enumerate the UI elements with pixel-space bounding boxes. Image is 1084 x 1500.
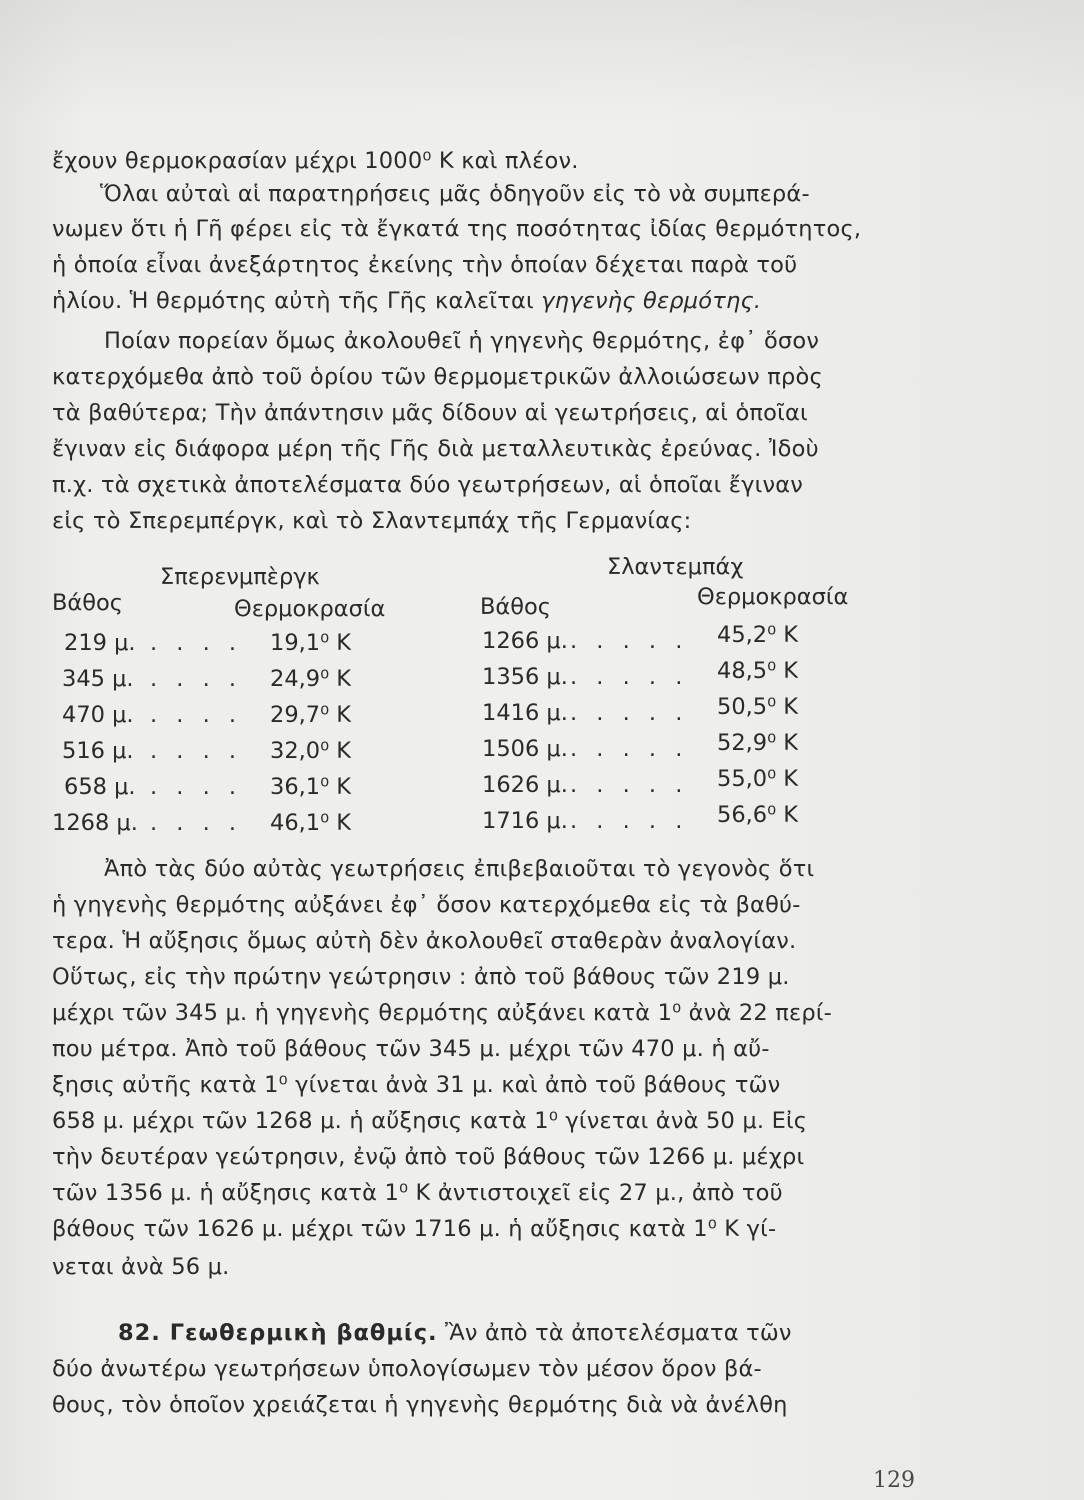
table-cell-temp: 50,5⁰ Κ — [717, 694, 799, 720]
leader-dots: . . . . . — [570, 772, 689, 798]
leader-dots: . . . . . — [570, 736, 689, 762]
text-line: ξησις αὐτῆς κατὰ 1⁰ γίνεται ἀνὰ 31 μ. καὶ ἀπὸ τοῦ βάθους τῶν — [52, 1072, 781, 1098]
page-number: 129 — [873, 1468, 915, 1493]
text-line: ἡ ὁποία εἶναι ἀνεξάρτητος ἐκείνης τὴν ὁποίαν δέχεται παρὰ τοῦ — [52, 252, 798, 278]
table-cell-depth: 1626 μ. — [482, 772, 568, 798]
text-line: κατερχόμεθα ἀπὸ τοῦ ὁρίου τῶν θερμομετρικῶν ἀλλοιώσεων πρὸς — [52, 364, 823, 390]
table-cell-temp: 52,9⁰ Κ — [717, 730, 799, 756]
borehole-temperature-table — [52, 550, 912, 840]
table-cell-depth: 219 μ. — [64, 630, 136, 656]
text-line: δύο ἀνωτέρω γεωτρήσεων ὑπολογίσωμεν τὸν μέσον ὅρον βά- — [52, 1356, 762, 1382]
table-cell-depth: 1356 μ. — [482, 664, 568, 690]
leader-dots: . . . . — [150, 630, 243, 656]
text-line: εἰς τὸ Σπερεμπέργκ, καὶ τὸ Σλαντεμπάχ τῆς Γερμανίας: — [52, 508, 692, 534]
leader-dots: . . . . . — [570, 664, 689, 690]
leader-dots: . . . . . — [570, 808, 689, 834]
table-cell-depth: 1416 μ. — [482, 700, 568, 726]
text-line: τερα. Ἡ αὔξησις ὅμως αὐτὴ δὲν ἀκολουθεῖ σταθερὰν ἀναλογίαν. — [52, 928, 797, 954]
text-line: βάθους τῶν 1626 μ. μέχρι τῶν 1716 μ. ἡ αὔξησις κατὰ 1⁰ Κ γί- — [52, 1216, 777, 1242]
left-borehole-title: Σπερενμπὲργκ — [160, 564, 320, 590]
table-cell-temp: 32,0⁰ Κ — [270, 738, 352, 764]
text-line: π.χ. τὰ σχετικὰ ἀποτελέσματα δύο γεωτρήσεων, αἱ ὁποῖαι ἔγιναν — [52, 472, 804, 498]
section-heading: 82. Γεωθερμικὴ βαθμίς. — [118, 1320, 438, 1346]
right-borehole-title: Σλαντεμπάχ — [607, 554, 744, 580]
text-line: Ὅλαι αὐταὶ αἱ παρατηρήσεις μᾶς ὁδηγοῦν εἰς τὸ νὰ συμπερά- — [100, 181, 810, 207]
table-cell-depth: 1268 μ. — [52, 810, 138, 836]
table-cell-depth: 1506 μ. — [482, 736, 568, 762]
text-line: νωμεν ὅτι ἡ Γῆ φέρει εἰς τὰ ἔγκατά της ποσότητας ἰδίας θερμότητος, — [52, 216, 862, 242]
text-line: Οὕτως, εἰς τὴν πρώτην γεώτρησιν : ἀπὸ τοῦ βάθους τῶν 219 μ. — [52, 964, 790, 990]
table-cell-temp: 56,6⁰ Κ — [717, 802, 799, 828]
table-cell-depth: 345 μ. — [62, 666, 134, 692]
leader-dots: . . . . . — [570, 628, 689, 654]
leader-dots: . . . . — [150, 774, 243, 800]
show-through-shadow — [0, 0, 1084, 120]
table-cell-depth: 1266 μ. — [482, 628, 568, 654]
text-line: θους, τὸν ὁποῖον χρειάζεται ἡ γηγενὴς θερμότης διὰ νὰ ἀνέλθη — [52, 1392, 788, 1418]
table-cell-temp: 36,1⁰ Κ — [270, 774, 352, 800]
text-line — [52, 290, 761, 313]
text-line: ἔγιναν εἰς διάφορα μέρη τῆς Γῆς διὰ μεταλλευτικὰς ἐρεύνας. Ἰδοὺ — [52, 436, 819, 462]
text-line: μέχρι τῶν 345 μ. ἡ γηγενὴς θερμότης αὐξάνει κατὰ 1⁰ ἀνὰ 22 περί- — [52, 1000, 832, 1026]
italic-term: γηγενὴς θερμότης. — [541, 288, 762, 314]
left-temp-header: Θερμοκρασία — [234, 596, 386, 622]
right-depth-header: Βάθος — [480, 594, 552, 620]
text-line — [118, 1322, 792, 1345]
table-cell-depth: 1716 μ. — [482, 808, 568, 834]
table-cell-temp: 19,1⁰ Κ — [270, 630, 352, 656]
text-segment: Ἂν ἀπὸ τὰ ἀποτελέσματα τῶν — [444, 1320, 792, 1346]
table-cell-temp: 29,7⁰ Κ — [270, 702, 352, 728]
table-cell-depth: 470 μ. — [62, 702, 134, 728]
text-line: που μέτρα. Ἀπὸ τοῦ βάθους τῶν 345 μ. μέχρι τῶν 470 μ. ἡ αὔ- — [52, 1036, 770, 1062]
text-line: ἔχουν θερμοκρασίαν μέχρι 1000⁰ Κ καὶ πλέον. — [52, 148, 579, 174]
leader-dots: . . . . — [150, 666, 243, 692]
text-line: τὴν δευτέραν γεώτρησιν, ἐνῷ ἀπὸ τοῦ βάθους τῶν 1266 μ. μέχρι — [52, 1144, 805, 1170]
left-depth-header: Βάθος — [52, 590, 124, 616]
text-line: Ποίαν πορείαν ὅμως ἀκολουθεῖ ἡ γηγενὴς θερμότης, ἐφ᾽ ὅσον — [104, 328, 820, 354]
leader-dots: . . . . — [150, 702, 243, 728]
table-cell-temp: 46,1⁰ Κ — [270, 810, 352, 836]
text-line: νεται ἀνὰ 56 μ. — [52, 1254, 230, 1280]
leader-dots: . . . . — [150, 738, 243, 764]
table-cell-temp: 48,5⁰ Κ — [717, 658, 799, 684]
table-cell-temp: 55,0⁰ Κ — [717, 766, 799, 792]
right-temp-header: Θερμοκρασία — [697, 584, 849, 610]
text-line: 658 μ. μέχρι τῶν 1268 μ. ἡ αὔξησις κατὰ 1⁰ γίνεται ἀνὰ 50 μ. Εἰς — [52, 1108, 808, 1134]
text-line: τῶν 1356 μ. ἡ αὔξησις κατὰ 1⁰ Κ ἀντιστοιχεῖ εἰς 27 μ., ἀπὸ τοῦ — [52, 1180, 783, 1206]
text-segment: ἡλίου. Ἡ θερμότης αὐτὴ τῆς Γῆς καλεῖται — [52, 288, 542, 314]
leader-dots: . . . . — [150, 810, 243, 836]
table-cell-depth: 658 μ. — [64, 774, 136, 800]
text-line: ἡ γηγενὴς θερμότης αὐξάνει ἐφ᾽ ὅσον κατερχόμεθα εἰς τὰ βαθύ- — [52, 892, 801, 918]
leader-dots: . . . . . — [570, 700, 689, 726]
table-cell-temp: 45,2⁰ Κ — [717, 622, 799, 648]
text-line: Ἀπὸ τὰς δύο αὐτὰς γεωτρήσεις ἐπιβεβαιοῦται τὸ γεγονὸς ὅτι — [104, 856, 815, 882]
text-line: τὰ βαθύτερα; Τὴν ἀπάντησιν μᾶς δίδουν αἱ γεωτρήσεις, αἱ ὁποῖαι — [52, 400, 808, 426]
table-cell-depth: 516 μ. — [62, 738, 134, 764]
table-cell-temp: 24,9⁰ Κ — [270, 666, 352, 692]
